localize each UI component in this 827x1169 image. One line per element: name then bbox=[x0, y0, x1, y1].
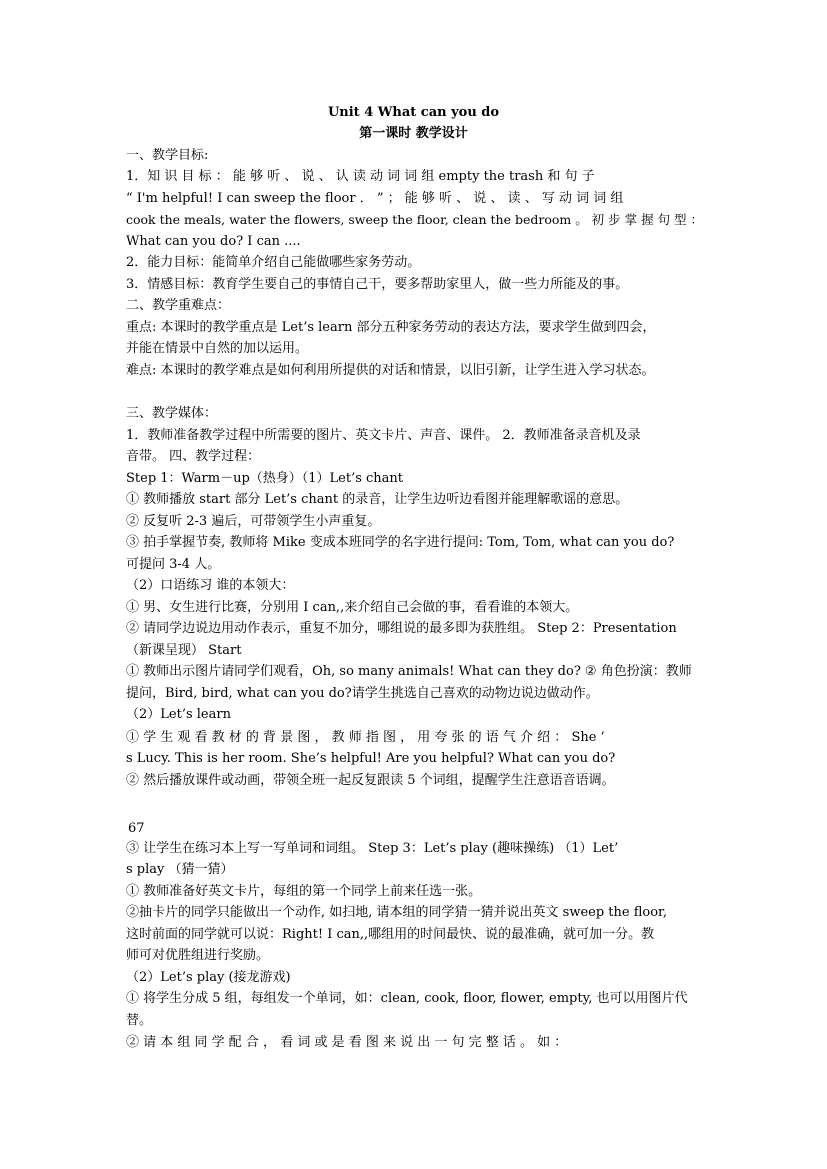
text-line: Step 1：Warm－up（热身）（1）Let’s chant bbox=[126, 471, 404, 486]
text-line: 替。 bbox=[126, 1013, 153, 1028]
text-line: 重点: 本课时的教学重点是 Let’s learn 部分五种家务劳动的表达方法，要求学生做到四会， bbox=[126, 320, 656, 335]
text-line: 二、教学重难点： bbox=[126, 298, 231, 313]
text-line: 音带。 四、教学过程： bbox=[126, 449, 261, 464]
text-line: （2）Let’s play (接龙游戏) bbox=[126, 970, 291, 985]
text-line: ② 反复听 2-3 遍后，可带领学生小声重复。 bbox=[126, 514, 381, 529]
text-line: 师可对优胜组进行奖励。 bbox=[126, 948, 270, 963]
text-line: cook the meals, water the flowers, sweep the floor, clean the bedroom 。 初 步 掌 握 句 型 ： bbox=[126, 212, 704, 227]
text-line: ① 男、女生进行比赛，分别用 I can,,来介绍自己会做的事，看看谁的本领大。 bbox=[126, 600, 579, 615]
text-line: s play （猜一猜） bbox=[126, 862, 234, 877]
text-line: s Lucy. This is her room. She’s helpful! Are you helpful? What can you do? bbox=[126, 751, 616, 766]
text-line: ② 请同学边说边用动作表示，重复不加分，哪组说的最多即为获胜组。 Step 2：Presentation bbox=[126, 621, 677, 636]
text-line: ② 然后播放课件或动画，带领全班一起反复跟读 5 个词组，提醒学生注意语音语调。 bbox=[126, 773, 615, 788]
page-number: 67 bbox=[128, 821, 145, 836]
text-line: 提问，Bird, bird, what can you do?请学生挑选自己喜欢的动物边说边做动作。 bbox=[126, 686, 599, 701]
text-line: ① 将学生分成 5 组，每组发一个单词，如：clean, cook, floor, flower, empty, 也可以用图片代 bbox=[126, 991, 688, 1006]
text-line: 并能在情景中自然的加以运用。 bbox=[126, 341, 309, 356]
text-line: ① 教师准备好英文卡片，每组的第一个同学上前来任选一张。 bbox=[126, 884, 482, 899]
text-line: ② 请 本 组 同 学 配 合 ， 看 词 或 是 看 图 来 说 出 一 句 完 整 话 。 如 ： bbox=[126, 1035, 568, 1050]
text-line: 难点: 本课时的教学难点是如何利用所提供的对话和情景，以旧引新，让学生进入学习状态。 bbox=[126, 363, 655, 378]
text-line: 这时前面的同学就可以说：Right! I can,,哪组用的时间最快、说的最准确，就可加一分。教 bbox=[126, 927, 655, 942]
text-line: ① 教师出示图片请同学们观看，Oh, so many animals! What can they do? ② 角色扮演：教师 bbox=[126, 664, 692, 679]
text-line: 2．能力目标：能简单介绍自己能做哪些家务劳动。 bbox=[126, 255, 421, 270]
text-line: 3．情感目标：教育学生要自己的事情自己干，要多帮助家里人，做一些力所能及的事。 bbox=[126, 277, 629, 292]
text-line: 三、教学媒体： bbox=[126, 406, 218, 421]
text-line: ②抽卡片的同学只能做出一个动作, 如扫地, 请本组的同学猜一猜并说出英文 sweep the floor, bbox=[126, 905, 667, 920]
text-line: （新课呈现） Start bbox=[126, 643, 242, 658]
text-line: “ I'm helpful! I can sweep the floor ． ” ； 能 够 听 、 说 、 读 、 写 动 词 词 组 bbox=[126, 191, 624, 206]
text-line: 一、教学目标: bbox=[126, 148, 209, 163]
text-line: What can you do? I can .... bbox=[126, 234, 301, 249]
text-line: ① 教师播放 start 部分 Let’s chant 的录音，让学生边听边看图并能理解歌谣的意思。 bbox=[126, 492, 629, 507]
text-line: 1．知 识 目 标 ： 能 够 听 、 说 、 认 读 动 词 词 组 empty the trash 和 句 子 bbox=[126, 169, 595, 184]
text-line: （2）Let’s learn bbox=[126, 707, 231, 722]
document-subtitle: 第一课时 教学设计 bbox=[359, 126, 468, 141]
text-line: 1．教师准备教学过程中所需要的图片、英文卡片、声音、课件。 2．教师准备录音机及录 bbox=[126, 428, 641, 443]
document-title: Unit 4 What can you do bbox=[327, 105, 500, 120]
text-line: 可提问 3-4 人。 bbox=[126, 557, 221, 572]
text-line: ① 学 生 观 看 教 材 的 背 景 图 ， 教 师 指 图 ， 用 夸 张 的 语 气 介 绍 ： She ’ bbox=[126, 730, 605, 745]
text-line: ③ 让学生在练习本上写一写单词和词组。 Step 3：Let’s play (趣味操练) （1）Let’ bbox=[126, 841, 619, 856]
text-line: ③ 拍手掌握节奏, 教师将 Mike 变成本班同学的名字进行提问: Tom, Tom, what can you do? bbox=[126, 535, 675, 550]
text-line: （2）口语练习 谁的本领大： bbox=[126, 578, 295, 593]
